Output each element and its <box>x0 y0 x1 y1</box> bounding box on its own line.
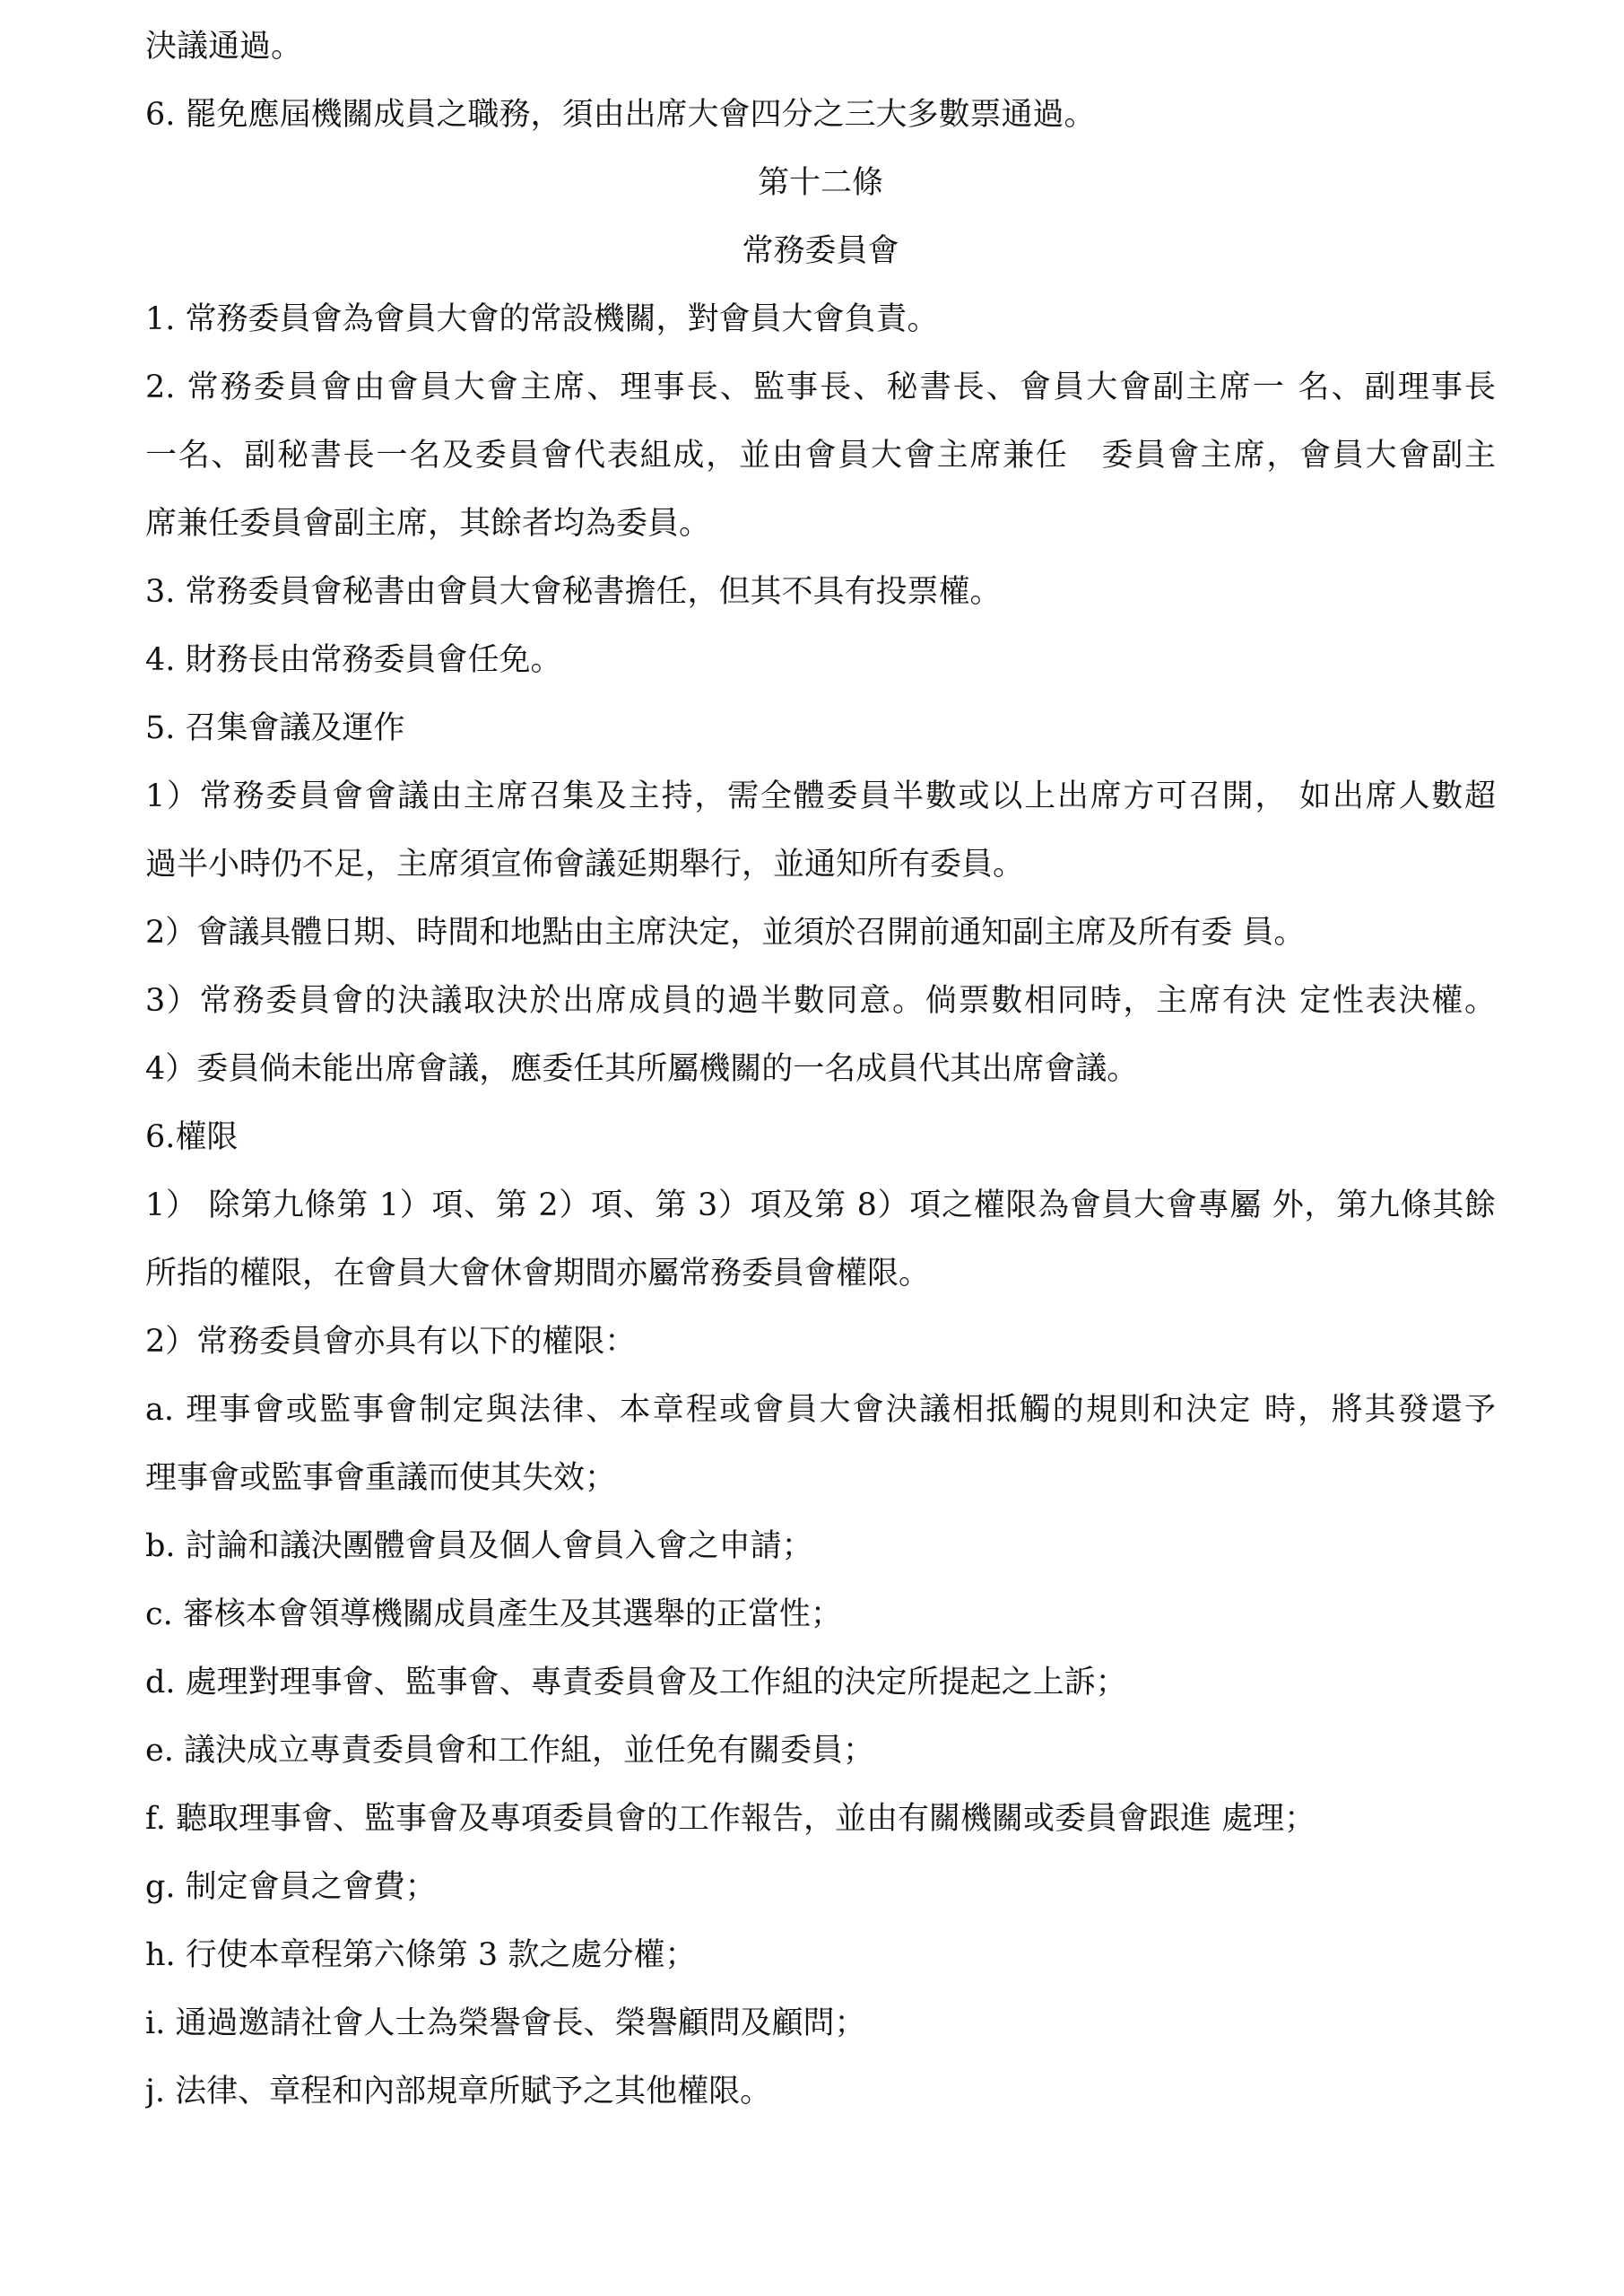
text-line: 4）委員倘未能出席會議，應委任其所屬機關的一名成員代其出席會議。 <box>145 1051 1139 1087</box>
text-line: 6.權限 <box>145 1119 239 1155</box>
text-line: 過半小時仍不足，主席須宣佈會議延期舉行，並通知所有委員。 <box>145 847 1025 883</box>
text-line: 3. 常務委員會秘書由會員大會秘書擔任，但其不具有投票權。 <box>145 574 1002 610</box>
text-line: i. 通過邀請社會人士為榮譽會長、榮譽顧問及顧問； <box>145 2005 866 2041</box>
text-line: a. 理事會或監事會制定與法律、本章程或會員大會決議相抵觸的規則和決定 時，將其發還予 <box>145 1392 1496 1428</box>
text-line: 5. 召集會議及運作 <box>145 710 405 746</box>
text-line: 所指的權限，在會員大會休會期間亦屬常務委員會權限。 <box>145 1256 931 1292</box>
article-number-heading: 第十二條 <box>757 165 883 201</box>
text-line: 1） 除第九條第 1）項、第 2）項、第 3）項及第 8）項之權限為會員大會專屬 外，第九條其餘 <box>145 1187 1496 1223</box>
text-line: 1. 常務委員會為會員大會的常設機關，對會員大會負責。 <box>145 301 939 337</box>
text-line: g. 制定會員之會費； <box>145 1869 437 1905</box>
text-line: d. 處理對理事會、監事會、專責委員會及工作組的決定所提起之上訴； <box>145 1665 1127 1700</box>
text-line: 一名、副秘書長一名及委員會代表組成，並由會員大會主席兼任 委員會主席，會員大會副主 <box>145 438 1496 474</box>
text-line: h. 行使本章程第六條第 3 款之處分權； <box>145 1937 697 1973</box>
text-line: 席兼任委員會副主席，其餘者均為委員。 <box>145 506 711 542</box>
text-line: 2）會議具體日期、時間和地點由主席決定，並須於召開前通知副主席及所有委 員。 <box>145 915 1306 951</box>
text-line: 決議通過。 <box>145 29 303 65</box>
text-line: 2）常務委員會亦具有以下的權限： <box>145 1324 637 1360</box>
text-line: 6. 罷免應屆機關成員之職務，須由出席大會四分之三大多數票通過。 <box>145 97 1096 133</box>
text-line: j. 法律、章程和內部規章所賦予之其他權限。 <box>145 2074 772 2109</box>
text-line: c. 審核本會領導機關成員產生及其選舉的正當性； <box>145 1596 842 1632</box>
text-line: 理事會或監事會重議而使其失效； <box>145 1460 617 1496</box>
article-title-heading: 常務委員會 <box>742 233 899 269</box>
text-line: b. 討論和議決團體會員及個人會員入會之申請； <box>145 1528 813 1564</box>
text-line: 3）常務委員會的決議取決於出席成員的過半數同意。倘票數相同時，主席有決 定性表決權。 <box>145 983 1496 1019</box>
text-line: f. 聽取理事會、監事會及專項委員會的工作報告，並由有關機關或委員會跟進 處理； <box>145 1801 1316 1837</box>
text-line: 1）常務委員會會議由主席召集及主持，需全體委員半數或以上出席方可召開， 如出席人數超 <box>145 778 1496 814</box>
document-body <box>145 13 1496 2126</box>
text-line: 4. 財務長由常務委員會任免。 <box>145 642 562 678</box>
text-line: e. 議決成立專責委員會和工作組，並任免有關委員； <box>145 1733 874 1769</box>
text-line: 2. 常務委員會由會員大會主席、理事長、監事長、秘書長、會員大會副主席一 名、副理事長 <box>145 370 1496 405</box>
